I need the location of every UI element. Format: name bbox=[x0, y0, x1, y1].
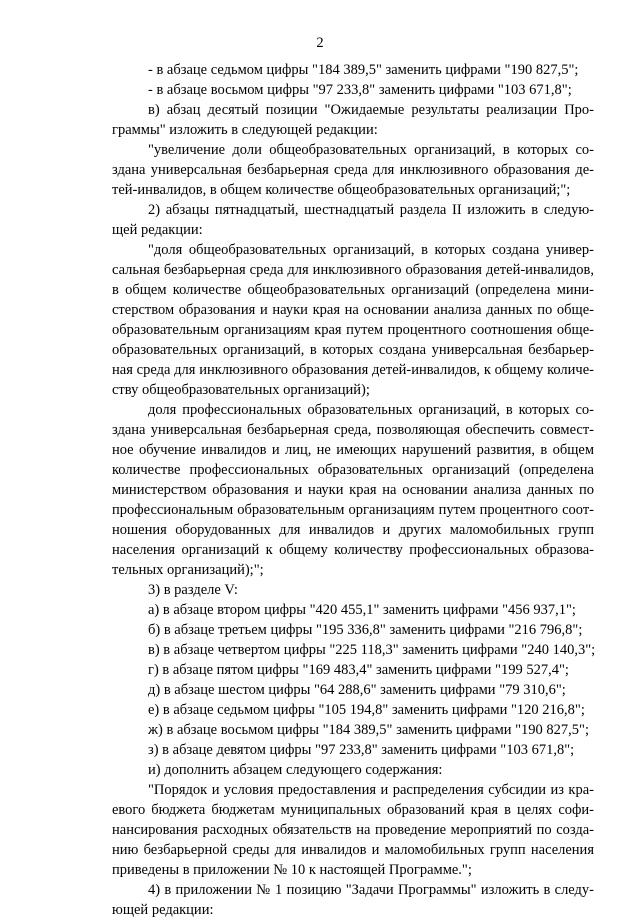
text-line: ющей редакции: bbox=[112, 902, 214, 918]
text-line: "доля общеобразовательных организаций, в которых создана универ- bbox=[148, 242, 594, 258]
text-line: здана универсальная безбарьерная среда для инклюзивного образования де- bbox=[112, 162, 594, 178]
text-line: министерством образования и науки края на основании анализа данных по bbox=[112, 482, 594, 498]
text-line: граммы" изложить в следующей редакции: bbox=[112, 122, 378, 138]
text-line: 4) в приложении № 1 позицию "Задачи Программы" изложить в следу- bbox=[148, 882, 594, 898]
text-line: нию безбарьерной среды для инвалидов и маломобильных групп населения bbox=[112, 842, 594, 858]
text-line: в общем количестве общеобразовательных организаций (определена мини- bbox=[112, 282, 594, 298]
text-line: количестве профессиональных образовательных организаций (определена bbox=[112, 462, 594, 478]
text-line: нансирования расходных обязательств на проведение мероприятий по созда- bbox=[112, 822, 594, 838]
text-line: а) в абзаце втором цифры "420 455,1" заменить цифрами "456 937,1"; bbox=[148, 602, 576, 618]
text-line: ное обучение инвалидов и лиц, не имеющих нарушений развития, в общем bbox=[112, 442, 594, 458]
text-line: тей-инвалидов, в общем количестве общеобразовательных организаций;"; bbox=[112, 182, 571, 198]
text-line: - в абзаце восьмом цифры "97 233,8" заменить цифрами "103 671,8"; bbox=[148, 82, 572, 98]
text-line: 2) абзацы пятнадцатый, шестнадцатый раздела II изложить в следую- bbox=[148, 202, 594, 218]
text-line: б) в абзаце третьем цифры "195 336,8" заменить цифрами "216 796,8"; bbox=[148, 622, 583, 638]
text-line: щей редакции: bbox=[112, 222, 203, 238]
text-line: образовательных организаций, в которых создана универсальная безбарьер- bbox=[112, 342, 594, 358]
text-line: г) в абзаце пятом цифры "169 483,4" заменить цифрами "199 527,4"; bbox=[148, 662, 569, 678]
text-line: и) дополнить абзацем следующего содержания: bbox=[148, 762, 443, 778]
text-line: ная среда для инклюзивного образования детей-инвалидов, к общему количе- bbox=[112, 362, 594, 378]
text-line: "Порядок и условия предоставления и распределения субсидии из кра- bbox=[148, 782, 594, 798]
text-line: в) в абзаце четвертом цифры "225 118,3" заменить цифрами "240 140,3"; bbox=[148, 642, 596, 658]
text-line: ношения оборудованных для инвалидов и других маломобильных групп bbox=[112, 522, 594, 538]
text-line: е) в абзаце седьмом цифры "105 194,8" заменить цифрами "120 216,8"; bbox=[148, 702, 585, 718]
text-line: здана универсальная безбарьерная среда, позволяющая обеспечить совмест- bbox=[112, 422, 594, 438]
text-line: - в абзаце седьмом цифры "184 389,5" заменить цифрами "190 827,5"; bbox=[148, 62, 579, 78]
text-line: тельных организаций);"; bbox=[112, 562, 264, 578]
text-line: з) в абзаце девятом цифры "97 233,8" заменить цифрами "103 671,8"; bbox=[148, 742, 575, 758]
page-number: 2 bbox=[316, 35, 324, 51]
text-line: стерством образования и науки края на основании анализа данных по обще- bbox=[112, 302, 594, 318]
text-line: ству общеобразовательных организаций); bbox=[112, 382, 370, 398]
text-line: ж) в абзаце восьмом цифры "184 389,5" заменить цифрами "190 827,5"; bbox=[148, 722, 589, 738]
text-line: приведены в приложении № 10 к настоящей Программе."; bbox=[112, 862, 472, 878]
text-line: сальная безбарьерная среда для инклюзивного образования детей-инвалидов, bbox=[112, 262, 594, 278]
text-line: "увеличение доли общеобразовательных организаций, в которых со- bbox=[148, 142, 594, 158]
text-line: населения организаций к общему количеству профессиональных образова- bbox=[112, 542, 594, 558]
document-body bbox=[112, 60, 594, 920]
text-line: в) абзац десятый позиции "Ожидаемые результаты реализации Про- bbox=[148, 102, 594, 118]
text-line: 3) в разделе V: bbox=[148, 582, 238, 598]
text-line: д) в абзаце шестом цифры "64 288,6" заменить цифрами "79 310,6"; bbox=[148, 682, 566, 698]
text-line: образовательным организациям края путем процентного соотношения обще- bbox=[112, 322, 594, 338]
text-line: доля профессиональных образовательных организаций, в которых со- bbox=[148, 402, 594, 418]
text-line: евого бюджета бюджетам муниципальных образований края в целях софи- bbox=[112, 802, 594, 818]
text-line: профессиональным образовательным организациям путем процентного соот- bbox=[112, 502, 594, 518]
